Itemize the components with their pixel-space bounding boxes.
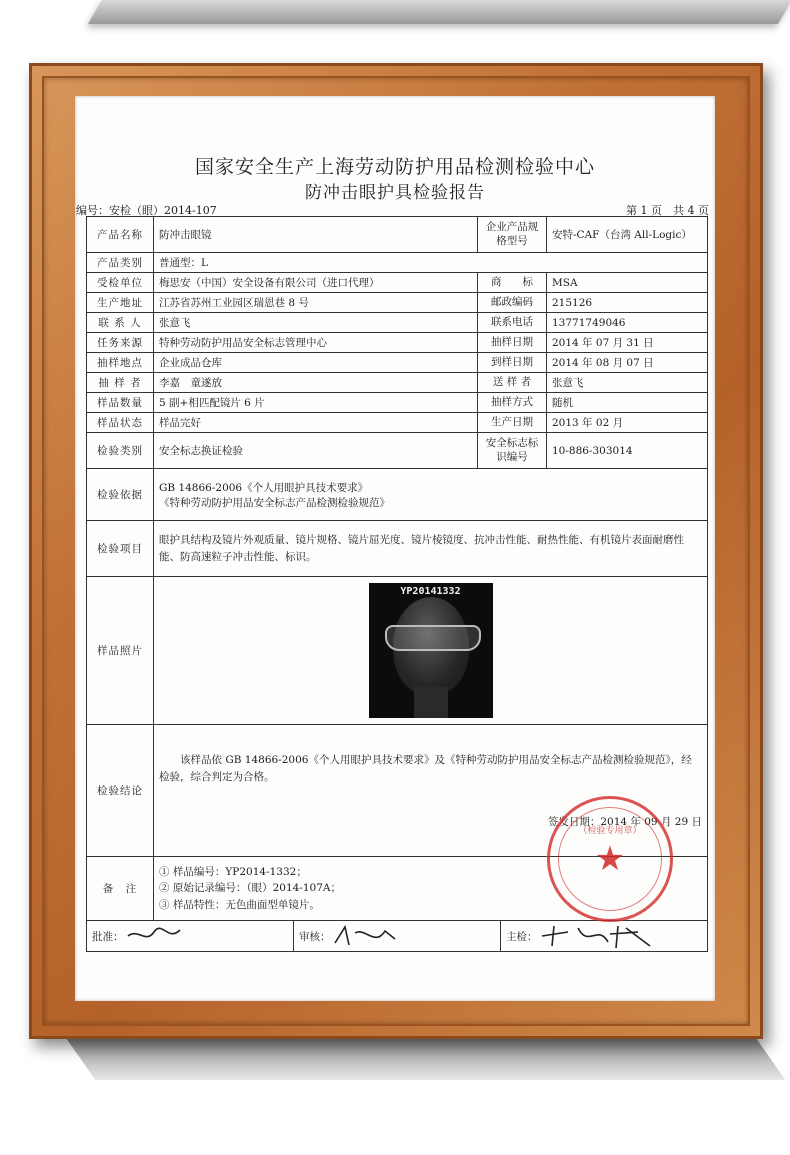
items-label: 检验项目 bbox=[87, 521, 154, 577]
postcode-label: 邮政编码 bbox=[478, 293, 547, 313]
signature-strip bbox=[87, 921, 707, 951]
mannequin-neck bbox=[414, 687, 448, 718]
arrival: 2014 年 08 月 07 日 bbox=[547, 353, 708, 373]
prod-date-label: 生产日期 bbox=[478, 413, 547, 433]
sample-place-label: 抽样地点 bbox=[87, 353, 154, 373]
mark: 10-886-303014 bbox=[547, 433, 708, 469]
quantity: 5 副+相匹配镜片 6 片 bbox=[154, 393, 478, 413]
picture-frame bbox=[29, 63, 763, 1039]
arrival-label: 到样日期 bbox=[478, 353, 547, 373]
sample-place: 企业成品仓库 bbox=[154, 353, 478, 373]
brand-label: 商 标 bbox=[478, 273, 547, 293]
report-number: 编号：安检（眼）2014-107 bbox=[76, 204, 217, 217]
table-row bbox=[87, 293, 708, 313]
model-label: 企业产品规格型号 bbox=[478, 217, 547, 253]
conclusion-text: 该样品依 GB 14866-2006《个人用眼护具技术要求》及《特种劳动防护用品安全标志产品检测检验规范》，经检验，综合判定为合格。 bbox=[159, 753, 692, 783]
table-row bbox=[87, 469, 708, 521]
method-label: 抽样方式 bbox=[478, 393, 547, 413]
inspect-block bbox=[501, 921, 707, 951]
table-row bbox=[87, 217, 708, 253]
insp-type-label: 检验类别 bbox=[87, 433, 154, 469]
review-block bbox=[294, 921, 501, 951]
phone: 13771749046 bbox=[547, 313, 708, 333]
table-row bbox=[87, 521, 708, 577]
signature-row bbox=[87, 921, 708, 952]
sampler: 李嘉 童遂放 bbox=[154, 373, 478, 393]
basis-line: GB 14866-2006《个人用眼护具技术要求》 bbox=[159, 481, 369, 494]
postcode: 215126 bbox=[547, 293, 708, 313]
table-row bbox=[87, 373, 708, 393]
sample-photo bbox=[369, 583, 493, 718]
conclusion-label: 检验结论 bbox=[87, 725, 154, 857]
quantity-label: 样品数量 bbox=[87, 393, 154, 413]
remarks-label: 备 注 bbox=[87, 857, 154, 921]
bottom-shadow bbox=[65, 1036, 786, 1080]
sender-label: 送 样 者 bbox=[478, 373, 547, 393]
table-row bbox=[87, 393, 708, 413]
product-name: 防冲击眼镜 bbox=[154, 217, 478, 253]
table-row bbox=[87, 413, 708, 433]
address-label: 生产地址 bbox=[87, 293, 154, 313]
contact: 张意飞 bbox=[154, 313, 478, 333]
table-row bbox=[87, 577, 708, 725]
goggles-shape bbox=[385, 625, 481, 651]
contact-label: 联 系 人 bbox=[87, 313, 154, 333]
table-row bbox=[87, 253, 708, 273]
table-row bbox=[87, 353, 708, 373]
photo-cell bbox=[154, 577, 708, 725]
sample-date-label: 抽样日期 bbox=[478, 333, 547, 353]
photo-label: 样品照片 bbox=[87, 577, 154, 725]
basis-label: 检验依据 bbox=[87, 469, 154, 521]
unit-label: 受检单位 bbox=[87, 273, 154, 293]
table-row bbox=[87, 333, 708, 353]
approve-block bbox=[87, 921, 294, 951]
insp-type: 安全标志换证检验 bbox=[154, 433, 478, 469]
table-row bbox=[87, 273, 708, 293]
state: 样品完好 bbox=[154, 413, 478, 433]
state-label: 样品状态 bbox=[87, 413, 154, 433]
address: 江苏省苏州工业园区瑞恩巷 8 号 bbox=[154, 293, 478, 313]
task-label: 任务来源 bbox=[87, 333, 154, 353]
page-info: 第 1 页 共 4 页 bbox=[626, 204, 709, 217]
photo-sample-code: YP20141332 bbox=[400, 586, 461, 597]
approve-signature bbox=[124, 924, 184, 948]
center-title: 国家安全生产上海劳动防护用品检测检验中心 bbox=[194, 156, 595, 178]
unit: 梅思安（中国）安全设备有限公司（进口代理） bbox=[154, 273, 478, 293]
issue-date: 签发日期：2014 年 09 月 29 日 bbox=[547, 816, 702, 829]
basis-cell bbox=[154, 469, 708, 521]
basis-line: 《特种劳动防护用品安全标志产品检测检验规范》 bbox=[159, 496, 390, 509]
top-shadow bbox=[88, 0, 790, 24]
category: 普通型：L bbox=[154, 253, 708, 273]
model: 安特-CAF（台湾 All-Logic） bbox=[547, 217, 708, 253]
inspect-label: 主检： bbox=[506, 930, 538, 943]
inspection-seal bbox=[547, 796, 673, 922]
category-label: 产品类别 bbox=[87, 253, 154, 273]
sender: 张意飞 bbox=[547, 373, 708, 393]
phone-label: 联系电话 bbox=[478, 313, 547, 333]
remark-line: ① 样品编号：YP2014-1332； bbox=[159, 866, 307, 879]
remark-line: ③ 样品特性：无色曲面型单镜片。 bbox=[159, 898, 320, 911]
seal-star-icon: ★ bbox=[594, 839, 626, 879]
report-paper bbox=[75, 96, 715, 1001]
approve-label: 批准： bbox=[92, 930, 124, 943]
table-row bbox=[87, 433, 708, 469]
prod-date: 2013 年 02 月 bbox=[547, 413, 708, 433]
items: 眼护具结构及镜片外观质量、镜片规格、镜片屈光度、镜片棱镜度、抗冲击性能、耐热性能、有机镜片表面耐磨性能、防高速粒子冲击性能、标识。 bbox=[154, 521, 708, 577]
signature-cell bbox=[87, 921, 708, 952]
task: 特种劳动防护用品安全标志管理中心 bbox=[154, 333, 478, 353]
sampler-label: 抽 样 者 bbox=[87, 373, 154, 393]
review-label: 审核： bbox=[299, 930, 331, 943]
method: 随机 bbox=[547, 393, 708, 413]
sample-date: 2014 年 07 月 31 日 bbox=[547, 333, 708, 353]
report-title: 防冲击眼护具检验报告 bbox=[305, 183, 485, 203]
table-row bbox=[87, 313, 708, 333]
review-signature bbox=[331, 923, 401, 949]
mark-label: 安全标志标识编号 bbox=[478, 433, 547, 469]
remark-line: ② 原始记录编号：（眼）2014-107A； bbox=[159, 882, 341, 895]
product-name-label: 产品名称 bbox=[87, 217, 154, 253]
inspect-signature bbox=[538, 922, 658, 950]
brand: MSA bbox=[547, 273, 708, 293]
seal-label: （检验专用章） bbox=[578, 826, 642, 836]
